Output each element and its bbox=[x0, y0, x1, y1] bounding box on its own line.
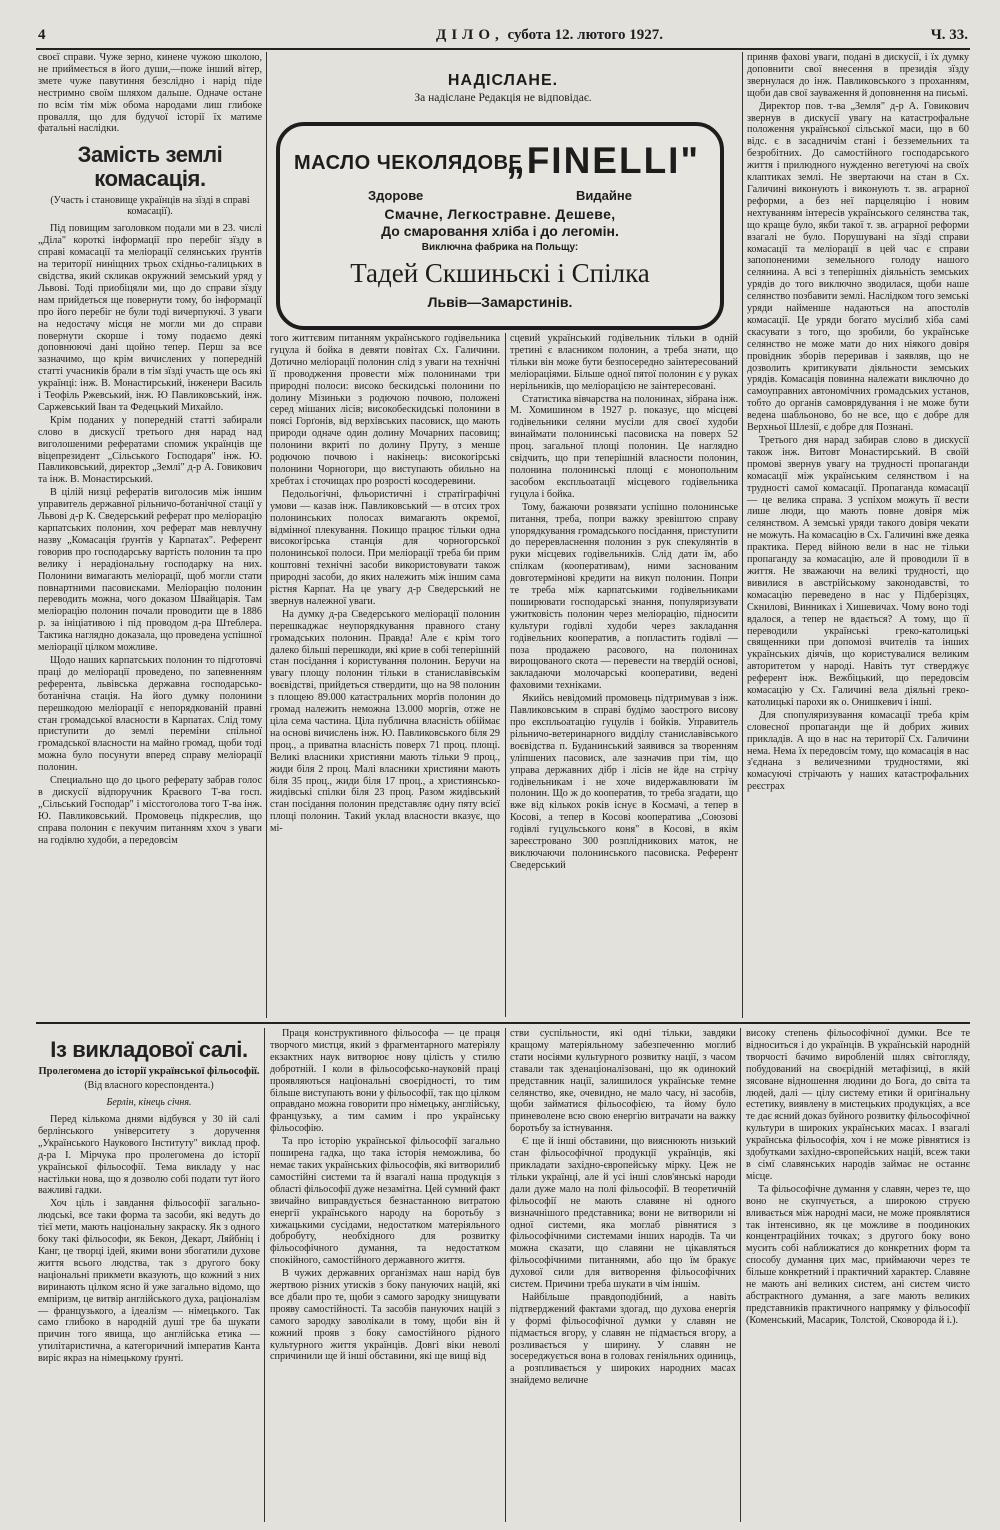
column-polonyny-1 bbox=[270, 333, 500, 1017]
article-paragraph: сцевий український годівельник тільки в одній третині є власником полонин, а треба знати, що тільки він може бути безпосередно заінтересований меліораціями. Більше одної пятої полонин є у руках нерільників, що меліорацією не заінтересовані. bbox=[510, 333, 738, 392]
article-paragraph: того життєвим питанням українського годівельника гуцула й бойка в девяти повітах Сх. Галичини. Дотично меліорації полонин слід з уваги на технічні її проводження провести між полонинами три природні полоси: високо бескидські полонини по долину Мізиньки з родючою почвою, положені серед мішаних лісів; високобескидські полонини в поясі Горґонів, від верхівських пасовиск, що мають природи одначе один долину Мочарних пасовищ; полонини вкриті по долину Пруту, з менше родючою почвою і накінець: високогірські полонини Чорногори, що виступають обильно на хребтах і сточищах про розрості косодеревини. bbox=[270, 333, 500, 487]
article-paragraph: Директор пов. т-ва „Земля" д-р А. Говикович звернув в дискусії увагу на катастрофальне положення української сільської маси, що в 60 відс. є в засадничім стані і безземельних та безробітних. До самостійного господарського життя і прилюдного нужденно вегетуючі на своїх клаптиках землі. Не звертаючи на стан в Сх. Галичині виконують і виконують т. зв. аграрної реформи, а без неї парцеляцію і новим нехтуванням інтересів українського селянства так, що краще було, якби такої т. зв. аграрної реформи взагалі не було. Порушувані на зїзді справи комасації та меліорації в цей час є справи запопоненими земельного голоду нашого селянина. А всі з теперішніх діяльність земських урядів до того виключно зводилася, щоби наше селянство позбавити землі. Наслідком того земські уряди найменше надаються на апостолів комасації. Це уряди богато мусілиб хіба самі скасувати з того, що зробили, бо українське селянство не може мати до них ніякого довіря провідник зборів переривав і заявляв, що не дозволить критикувати діяльности земських урядів. Комасація повинна належати виключно до самоуправних автономічних громадських установ, тобто до органів самоврядування і не може бути ведена шабльоново, бо не все, що є добре для Верхньої Шлезії, є добре для Познані. bbox=[747, 100, 969, 434]
column-divider bbox=[740, 1028, 741, 1522]
column-divider bbox=[742, 52, 743, 1018]
column-polonyny-2 bbox=[510, 333, 738, 1017]
article-paragraph: Та про історію української фільософії загально поширена гадка, що така історія неможлива, бо немає таких українських фільософів, які витворилиб самостійні системи та й взагалі наша продукція з області фільософії дуже незамітна. Цей сумний факт звичайно виправдується безнастанною витратою енергії українського народу на боротьбу з хижацькими сусідами, недостатком матеріяльного добробуту, необхідного для розвитку фільософічного думання, та недостатком спокійного, самостійного державного життя. bbox=[270, 1136, 500, 1267]
article-paragraph: Та фільософічне думання у славян, через те, що воно не скупчується, а широкою струєю вливається між народні маси, не може проявлятися так інтенсивно, як це можливе в поодиноких концентраційних точках; з другого боку воно мусить собі наближатися до конкретних форм та способу думання цих мас, приймаючи через те більше конкретний і практичний характер. Славяне не мають ані великих систем, ані систем чисто абстрактного думання, а заге мають великих представників практичного напрямку у фільософії (Коменський, Масарик, Толстой, Сковорода й і.). bbox=[746, 1183, 970, 1326]
column-filosofiia-1 bbox=[38, 1028, 260, 1522]
article-title-filosofiia: Із викладової салі. bbox=[50, 1037, 248, 1062]
article-paragraph: приняв фахові уваги, подані в дискусії, і їх думку доповнити свої внесення в президія зїзду звернулася до інж. Павликовського з проханням, щоби дав свої зауваження й доповнення на письмі. bbox=[747, 52, 969, 99]
article-paragraph: Крім поданих у попередній статті забирали слово в дискусії третього дня нарад над виголошеними рефератами спомиж українців ще віцепрезидент „Сільського Господаря" інж. Ю. Павликовський, директор „Землі" д-р А. Говикович та інж. В. Монастирський. bbox=[38, 414, 262, 486]
article-title-komasatsia: Замість землі комасація. bbox=[77, 142, 223, 192]
article-paragraph: Під повищим заголовком подали ми в 23. числі „Діла" короткі інформації про перебіг зїзду в справі комасації та меліорації селянських ґрунтів на території ниніщних трьох східньо-галицьких в свідства, який скликав окружний земський уряд у Львові. Тоді приобіцяли ми, що до справи зїзду нам прийдеться ще повернути тому, бо інформації про його перебіг не були тоді вичерпуючі. З уваги на недостачу місця не могли ми до справи повернути скорше і тому подаємо деякі доповнюючі дані щойно тепер. Перш за все зазначимо, що крім вичислених у попередній статті учасників брали в тім зїзді участь ще ось які українці: інж. В. Монастирський, інженери Василь і Теофіль Ржевський, інж. Ю Павликовський, інж. Саржевський Іван та Федецький Михайло. bbox=[38, 223, 262, 413]
column-komasatsia-cont bbox=[747, 52, 969, 1018]
column-divider bbox=[264, 1028, 265, 1522]
article-paragraph: Тому, бажаючи розвязати успішно полонинське питання, треба, попри важку зревіштою справу упорядкування громадського посідання, приступити до переревласнення полонин з рук спекулянтів в руки місцевих годівельників. Слід дати їм, або спілкам (кооперативам), ними заснованим довготермінові кредити на викуп полонин. Попри те треба між карпатськими годівельниками поширювати господарські знання, популяризувати ужитковість полонин через меліорацію, підносити культури годівлі худоби через закладання годівельних кооператив, а попластить годівлі — поза продажею расового, на полонинах вирощованого скота — перевести на твердій основі, закладаючи молочарські кооперативи, ведені фаховими техніками. bbox=[510, 501, 738, 692]
article-dateline: Берлін, кінець січня. bbox=[106, 1097, 192, 1108]
article-paragraph: Якийсь невідомий промовець підтримував з інж. Павликовським в справі будімо заострого висову про експльоатацію гуцулів і бойків. Управитель рільничо-ветеринарного видділу станиславівського воєвідства п. Буданинський заявився за творенням уліпшених пасовиск, але зазначив при тім, що управа державних дібр і лісів не йде на стрічу годівельникам і не хоче видержавлювати їм полонин. Що ж до кооператив, то треба згадати, що вже від кількох років існує в Космачі, а тепер в Косові, а тепер в Косові кооператива „Союзові годівлі гуцульського коня" в Косові, в якім зареєстровано 300 розплідникових маток, не виключаючи полонинського пасовиска. Референт Сведерський bbox=[510, 693, 738, 871]
article-paragraph: В чужих державних організмах наш нарід був жертвою різних утисків з боку пануючих націй, які все дбали про те, щоби з самого зародку знищувати прояву самостійності. Та засобів пануючих націй з самого зародку заволікали в тому, щоби він й кожний прояв з боку самостійного рідного культурного життя українців. Довгі віки неволі спричинили ще й інші обставини, які ще вищі від bbox=[270, 1268, 500, 1363]
newspaper-name: ДІЛО, bbox=[436, 27, 504, 43]
page-number: 4 bbox=[38, 27, 46, 43]
article-paragraph: Є ще й інші обставини, що вияснюють низький стан фільософічної продукції українців, які прикладати західно-європейську мірку. Цеж не тільки українці, але й усі інші слов'янські народи дали дуже мало на полі фільософії. В теоретичній фільософії не мають славяне ні одного визначнішого представника; вони не витворили ні одної системи, яка моглаб рівнятися з фільософічними системами інших народів. Та чи можна сказати, що славяни не цікавляться фільософічними питаннями, або що їм бракує духової сили для витворення фільософічних систем. Причини треба шукати в чім іншім. bbox=[510, 1136, 736, 1291]
article-subtitle-filosofiia: Пролегомена до історії української фільософії. bbox=[38, 1066, 260, 1077]
article-paragraph: Для спопуляризування комасації треба крім словесної пропаганди ще й добрих живих прикладів. А що в нас на території Сх. Галичини нема. Нема їх передовсім тому, що комасація в нас з'єднана з величезними трудностями, які комасуючі стрічають у наших катастрофальних реєстрах bbox=[747, 709, 969, 793]
issue-number: Ч. 33. bbox=[930, 27, 968, 43]
ad-company-name: Тадей Скшиньскі і Спілка bbox=[350, 258, 650, 288]
page-header bbox=[36, 24, 970, 50]
article-paragraph: Найбільше правдоподібний, а навіть підтверджений фактами здогад, що духова енергія у формі фільософічної думки у славян не підмається вгору, у славян не підмається вгору, а розливається у ширину. У славян не зосереджується вона в головах геніяльних одиниць, а розпливається у широких народних масах знайдемо величне bbox=[510, 1291, 736, 1387]
article-source: (Від власного кореспондента.) bbox=[84, 1080, 214, 1091]
article-subtitle-komasatsia: (Участь і становище українців на зїзді в справі комасації). bbox=[50, 195, 250, 218]
column-filosofiia-3 bbox=[510, 1028, 736, 1522]
section-disclaimer: За надіслане Редакція не відповідає. bbox=[414, 92, 592, 104]
column-komasatsia bbox=[38, 52, 262, 1020]
article-paragraph: Перед кількома днями відбувся у 30 ій салі берлінського університету з доручення „Українського Наукового Інституту" виклад проф. д-ра І. Мірчука про пролегомена до історії української фільософії. Тема викладу у нас настільки нова, що я дозволю собі подати тут його важливі гадки. bbox=[38, 1114, 260, 1197]
article-paragraph: Специально що до цього реферату забрав голос в дискусії відпоручник Краєвого Т-ва госп. „Сільський Господар" і місстоголова того Т-ва інж. Ю. Павликовський. Промовець підкреслив, що справа полонин є пекучим питанням ххоч з уваги на годівлю худоби, а передовсім bbox=[38, 775, 262, 846]
advertisement-finelli bbox=[276, 122, 724, 330]
column-divider bbox=[266, 52, 267, 1018]
article-paragraph: Педольогічні, фльористичні і стратіграфічні умови — казав інж. Павликовський — в отсих трох полонинських полосах вимагають окремої, відмінної плекування. Покищо працює тільки одна високогірська станція для чорногорської полонинської полоси. При меліорації треба би прим коштовні технічні засоби використовувати також природні засоби, до яких належить між іншим сама рістня Карпат. На це увагу д-р Сведерський не звернув належної уваги. bbox=[270, 488, 500, 607]
ad-tagline-healthy: Здорове bbox=[368, 188, 424, 203]
article-paragraph: На думку д-ра Сведерського меліорації полонин перешкаджає неупорядкування правного стану громадських полонин. Правда! Але є крім того далеко більші перешкоди, які крие в собі теперішній стан посідання і користування полонин. Беручи на увагу площу полонин тільки в станиславівськім воєвідстві, прийдеться ствердити, що на 98 полонин з площею 89.000 катастральних морґів полонин до громад належить неможна 13.000 моргів, отже не ціла сема частина. Ціла публична власність обіймає на основі вичислень інж. Ю. Павликовського біля 29 проц., а приватна власність поверх 71 проц. площі. Великі власники християни мають тільки 9 проц., жиди біля 2 проц. Малі власники християни мають біля 35 проц., жиди біля 17 проц., а християнсько-жидівські спілки біля 23 проц. Разом жидівський стан посідання полонин представляє одну пяту всієї площі полонин. Такий уклад власности вказує, що мі- bbox=[270, 608, 500, 835]
column-divider bbox=[505, 333, 506, 1017]
article-paragraph: високу степень фільософічної думки. Все те відноситься і до українців. В українській народній творчості бачимо виробленій шлях світогляду, побудований на своєрідній метафізиці, в якій зясоване відношення людини до Бога, до світа та людей, далі — цілу систему етики й оригінальну естетику, виявлену в мистецьких продукціях, а все те дає ясний доказ буйного розвитку фільософічної культури в широких українських масах. І взагалі українська фільософія, хоч і не може рівнятися із здобутками західно-європейських націй, всеж таки в сімї славянських народів займає не останнє місце. bbox=[746, 1028, 970, 1182]
ad-company-location: Львів—Замарстинів. bbox=[427, 294, 573, 310]
masthead bbox=[436, 27, 663, 44]
article-paragraph: Третього дня нарад забирав слово в дискусії також інж. Витовт Монастирський. В своїй промові звернув увагу на трудності пропаганди комасації між українським селянством і на трудності самої комасації. Пропаганда комасації — це велика справа. З успіхом можуть її вести лише люди, що мають повне довіря між селянством. А земські уряди такого довіря чекати не можуть. На комасацію в Сх. Галичині вже деяка практика. Перед війною вели в нас не тільки пропаганду за комасацію, але й проводили її в життя. Не зважаючи на великі трудності, що вивилися в австрійському законодавстві, то комасацію переведено в нас у Підберізцях, Скнилові, Винниках і Хишевичах. Чому воно тоді вдалося, а тепер не вдається? А тому, що її переводили українські греко-католицькі священники при допомозі вчителів та інших українських діячів, що користувалися великим авторитетом у народі. Навіть тут стверджує референт інж. Вежбіцький, що передовсім комасацію у Сх. Галичині вела діяльні греко-католицькі парохи як о. Онишкевич і інші. bbox=[747, 435, 969, 708]
article-paragraph: Праця конструктивного фільософа — це праця творчого мистця, який з фрагментарного матеріялу екзактних наук витворює нову цілість у стилю добротній. І коли в фільософсько-науковій праці проявляються національні своєрідності, то тим більше виступають вони у фільософії, так що цілком оправдано можна говорити про німецьку, англійську, французьку, а тим самим і про українську фільософію. bbox=[270, 1028, 500, 1135]
ad-usage-line: До смаровання хліба і до легомін. bbox=[381, 223, 619, 239]
column-filosofiia-4 bbox=[746, 1028, 970, 1522]
ad-tagline-efficient: Видайне bbox=[576, 188, 632, 203]
ad-factory-note: Виключна фабрика на Польщу: bbox=[421, 242, 579, 253]
ad-tagline: Смачне, Легкостравне. Дешеве, bbox=[384, 206, 616, 222]
article-paragraph: Щодо наших карпатських полонин то підготовчі праці до меліорації проведено, по запевненням референта, львівська державна господарсько-ботанічна стація. На його думку полонини перешкодою меліорації є непорядкованій правні стан громадської власности в Карпатах. Слід тому приступити до землі переміни спільної громадської власности на майно громад, щоби тоді можна було посунути вперед справу меліорації полонин. bbox=[38, 654, 262, 774]
section-heading-nadislane: НАДІСЛАНЕ. bbox=[447, 72, 559, 89]
ad-brand-name: „FINELLI" bbox=[506, 140, 700, 181]
article-paragraph: В цілій низці рефератів виголосив між іншим управитель державної рільничо-ботанічної стації у Львові д-р К. Сведерський реферат про меліорацію карпатських полонин, хоч реферат мав невлучну назву „Комасація ґрунтів у Карпатах". Референт говорив про господарську вартість полонин та про велику і нерадіональну господарку на них. Полонини вимагають меліорації, щоб могли стати повнартними пасовисками. Меліорацію полонин переводить можна, чого доказом Швайцарія. Там меліорацію полонин почали проводити ще в 1886 р. за ініціативою і під проводом д-ра Штеблера. Тактика наглядно доказала, що проведена успішної меліорації цілком можливе. bbox=[38, 487, 262, 654]
article-paragraph: Хоч ціль і завдання фільософії загально-людські, все таки форма та засоби, які ведуть до тієї мети, мають національну закраску. Як з одного боку такі фільософи, як Бекон, Декарт, Ляйбніц і Канг, це творці ідей, якими вони збогатили духове життя всього людства, так з другого боку національні прикмети вказують, що кожний з них виринають цілком ясно й уже загально відомо, що емпіризм, це витвір англійського духа, раціоналізм — французького, а ідеалізм — німецького. Так само глибоко в народній душі тре ба шукати причин того явища, що англійська етика — утилітаристична, а категоричний імператив Канта виріс якраз на німецькому ґрунті. bbox=[38, 1198, 260, 1365]
column-intro-text: своєї справи. Чуже зерно, кинене чужою школою, не приймеється в його души,—поже інший вітер, змете чуже павутиння безслідно і нарід піде нестримно своїм шляхом дальше. Одначе остане по всім тім між обома народами лиш глибоке провалля, що для будучої історії їх матиме фатальні наслідки. bbox=[38, 52, 262, 135]
article-paragraph: стви суспільности, які одні тільки, завдяки кращому матеріяльному забезпеченню моглиб стати носіями культурного розвитку нації, з часом ставали так зденаціоналізовані, що як одинокий представник нації, залишилося українське темне селянство, яке, очевидно, не мало часу, ні засобів, щоби займатися фільософією, та йому було приневолене всю свою енергію витрачати на важку боротьбу за істнування. bbox=[510, 1028, 736, 1135]
section-divider bbox=[36, 1022, 970, 1024]
sent-in-section bbox=[268, 72, 738, 104]
ad-product-line: МАСЛО ЧЕКОЛЯДОВЕ bbox=[294, 152, 523, 174]
column-filosofiia-2 bbox=[270, 1028, 500, 1522]
issue-date: субота 12. лютого 1927. bbox=[507, 27, 663, 43]
column-divider bbox=[505, 1028, 506, 1522]
article-paragraph: Статистика вівчарства на полонинах, зібрана інж. М. Хомишином в 1927 р. показує, що місцеві годівельники селяни мусіли для своєї худоби винаймати полонинські пасовиска на поверх 52 проц. загальної площі полонин. Це наглядно свідчить, що при теперішній власности полонин, полонина полонинські площі є монопольним засобом експльоатації місцевого годівельника гуцула і бойка. bbox=[510, 393, 738, 500]
